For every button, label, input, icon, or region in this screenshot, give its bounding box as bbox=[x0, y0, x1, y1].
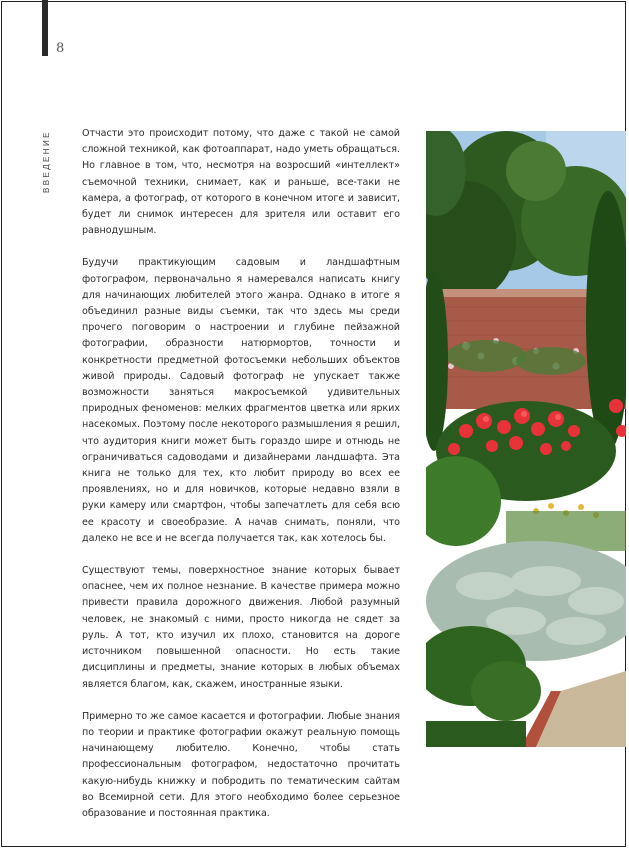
page-number: 8 bbox=[56, 41, 65, 56]
paragraph-3: Существуют темы, поверхностное знание которых бывает опаснее, чем их полное незнание. В качестве примера можно привести правила дорожного движения. Любой разумный человек, не знакомый с ними, просто никогда не сядет за руль. А тот, кто изучил их плохо, становится на дороге источником повышенной опасности. Но есть такие дисциплины и предметы, знание которых в любых объемах является благом, как, скажем, иностранные языки. bbox=[82, 565, 400, 690]
section-label: ВВЕДЕНИЕ bbox=[42, 130, 51, 193]
header-bar bbox=[42, 0, 48, 56]
paragraph-2: Будучи практикующим садовым и ландшафтным фотографом, первоначально я намеревался написать книгу для начинающих любителей этого жанра. Однако в итоге я объединил разные виды съемки, так что здесь мы среди прочего поговорим о настроении и глубине пейзажной фотографии, образности натюрмортов, точности и конкретности предметной фотосъемки небольших объектов живой природы. Садовый фотограф не упускает также возможности заняться макросъемкой удивительных природных феноменов: мелких фрагментов цветка или ярких насекомых. Поэтому после некоторого размышления я решил, что аудитория книги может быть гораздо шире и отнюдь не ограничиваться садоводами и дизайнерами ландшафта. Эта книга не только для тех, кто любит природу во всех ее проявлениях, но и для новичков, которые недавно взяли в руки камеру или смартфон, чтобы запечатлеть для себя всю ее красоту и своеобразие. А начав снимать, поняли, что далеко не все и не всегда получается так, как хотелось бы. bbox=[82, 257, 400, 544]
paragraph-1: Отчасти это происходит потому, что даже с такой не самой сложной техникой, как фотоаппарат, надо уметь обращаться. Но главное в том, что, несмотря на возросший «интеллект» съемочной техники, снимает, как и раньше, все-таки не камера, а фотограф, от которого в конечном итоге и зависит, будет ли снимок интересен для зрителя или оставит его равнодушным. bbox=[82, 128, 400, 237]
body-text bbox=[82, 126, 400, 838]
paragraph-4: Примерно то же самое касается и фотографии. Любые знания по теории и практике фотографии окажут реальную помощь начинающему любителю. Конечно, чтобы стать профессиональным фотографом, недостаточно прочитать какую-нибудь книжку и побродить по тематическим сайтам во Всемирной сети. Для этого необходимо более серьезное образование и постоянная практика. bbox=[82, 710, 400, 819]
garden-photo bbox=[426, 131, 626, 747]
